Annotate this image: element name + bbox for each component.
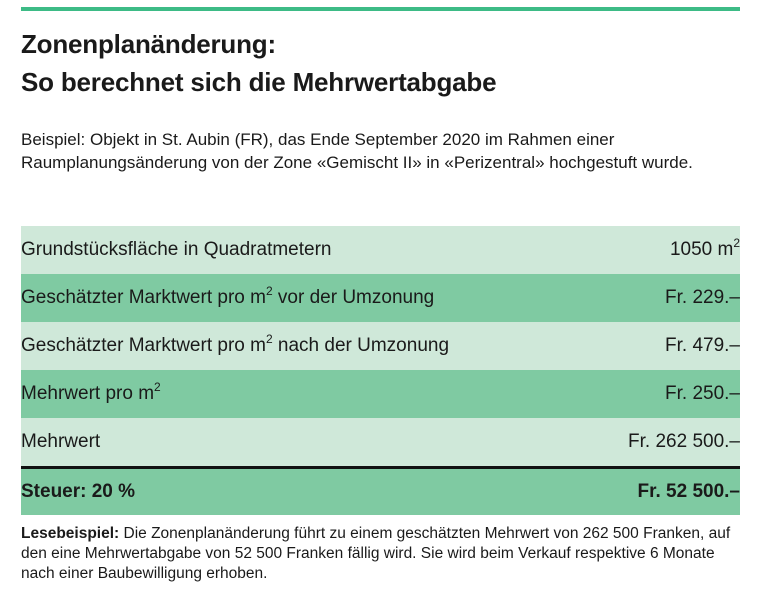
title-line-1: Zonenplanänderung: <box>21 29 276 59</box>
row-label: Geschätzter Marktwert pro $m^2$ nach der Umzonung <box>21 332 450 356</box>
table-row-total <box>21 466 740 515</box>
row-label: Mehrwert <box>21 431 101 452</box>
row-label: Geschätzter Marktwert pro $m^2$ vor der Umzonung <box>21 284 435 308</box>
reading-example <box>21 524 740 584</box>
accent-rule <box>21 7 740 11</box>
intro-text: Beispiel: Objekt in St. Aubin (FR), das Ende September 2020 im Rahmen einer Raumplanungsänderung von der Zone «Gemischt II» in «Perizentral» hochgestuft wurde. <box>21 130 693 172</box>
table-row-gain-per-m2 <box>21 370 740 418</box>
table-row-area <box>21 226 740 274</box>
row-value: 1050 $m^2$ <box>669 236 740 260</box>
title-line-2: So berechnet sich die Mehrwertabgabe <box>21 67 497 97</box>
table-row-gain <box>21 418 740 466</box>
row-value: Fr. 229.– <box>665 287 740 308</box>
row-value: Fr. 262 500.– <box>628 431 740 452</box>
calculation-table <box>21 226 740 515</box>
row-value: Fr. 479.– <box>665 335 740 356</box>
row-value: Fr. 250.– <box>665 383 740 404</box>
table-row-value-before <box>21 274 740 322</box>
note-lead: Lesebeispiel: <box>21 525 120 542</box>
page-title <box>21 25 740 101</box>
total-value: Fr. 52 500.– <box>637 481 740 502</box>
row-label: Mehrwert pro $m^2$ <box>21 380 161 404</box>
row-label: Grundstücksfläche in Quadratmetern <box>21 239 332 260</box>
note-text: Die Zonenplanänderung führt zu einem geschätzten Mehrwert von 262 500 Franken, auf den eine Mehrwertabgabe von 52 500 Franken fällig wird. Sie wird beim Verkauf respektive 6 Monate nach einer Baubewilligung erhoben. <box>21 525 731 582</box>
total-label: Steuer: 20 % <box>21 481 136 502</box>
table-row-value-after <box>21 322 740 370</box>
